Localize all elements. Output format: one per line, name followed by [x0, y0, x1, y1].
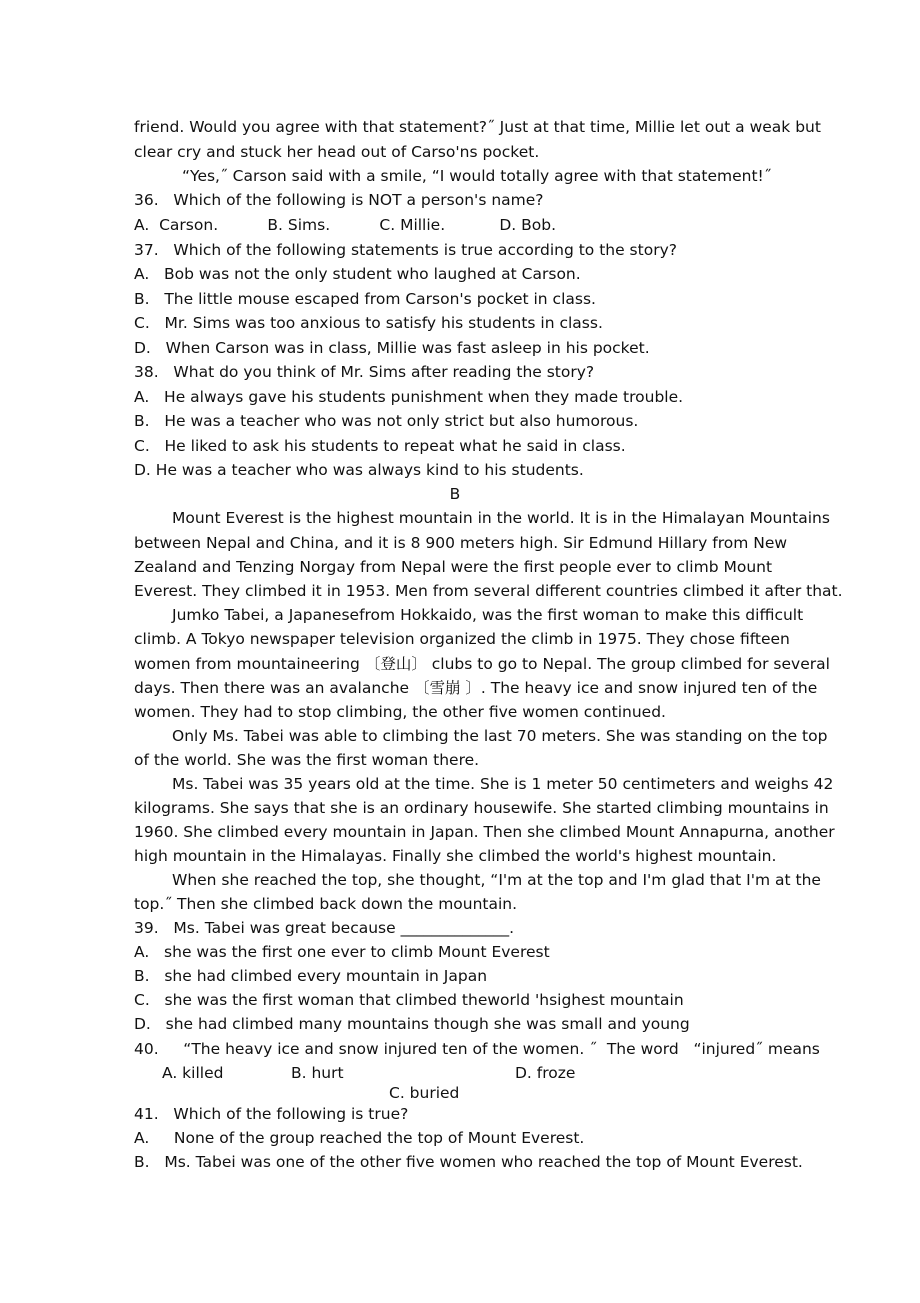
question-37-option-d: D. When Carson was in class, Millie was fast asleep in his pocket.: [134, 339, 650, 357]
question-40-option-c: C. buried: [389, 1084, 460, 1102]
question-39-option-d: D. she had climbed many mountains though she was small and young: [134, 1015, 690, 1033]
passage-b-line: of the world. She was the first woman there.: [134, 751, 480, 769]
question-38-option-a: A. He always gave his students punishment when they made trouble.: [134, 388, 684, 406]
passage-b-line: kilograms. She says that she is an ordinary housewife. She started climbing mountains in: [134, 799, 829, 817]
question-38-option-d: D. He was a teacher who was always kind to his students.: [134, 461, 584, 479]
passage-b-line: 1960. She climbed every mountain in Japan. Then she climbed Mount Annapurna, another: [134, 823, 835, 841]
question-41-option-b: B. Ms. Tabei was one of the other five women who reached the top of Mount Everest.: [134, 1153, 803, 1171]
passage-a-line: clear cry and stuck her head out of Carso'ns pocket.: [134, 143, 540, 161]
question-39-option-a: A. she was the first one ever to climb Mount Everest: [134, 943, 550, 961]
passage-b-line: days. Then there was an avalanche 〔雪崩 〕. The heavy ice and snow injured ten of the: [134, 679, 818, 697]
passage-b-line: Jumko Tabei, a Japanesefrom Hokkaido, was the first woman to make this difficult: [172, 606, 804, 624]
question-37-option-b: B. The little mouse escaped from Carson's pocket in class.: [134, 290, 596, 308]
passage-b-line: women. They had to stop climbing, the other five women continued.: [134, 703, 666, 721]
passage-b-line: Zealand and Tenzing Norgay from Nepal were the first people ever to climb Mount: [134, 558, 773, 576]
passage-b-line: When she reached the top, she thought, “I'm at the top and I'm glad that I'm at the: [172, 871, 821, 889]
question-41-option-a: A. None of the group reached the top of Mount Everest.: [134, 1129, 585, 1147]
question-36-options: A. Carson. B. Sims. C. Millie. D. Bob.: [134, 216, 556, 234]
question-38-option-c: C. He liked to ask his students to repeat what he said in class.: [134, 437, 626, 455]
question-39-option-c: C. she was the first woman that climbed theworld 'hsighest mountain: [134, 991, 684, 1009]
question-39-stem: 39. Ms. Tabei was great because ______________.: [134, 919, 515, 937]
question-37-option-c: C. Mr. Sims was too anxious to satisfy his students in class.: [134, 314, 603, 332]
section-b-heading: B: [449, 485, 461, 503]
question-40-stem: 40. “The heavy ice and snow injured ten of the women. ˝ The word “injured˝ means: [134, 1040, 820, 1058]
question-41-stem: 41. Which of the following is true?: [134, 1105, 409, 1123]
question-40-option-b: B. hurt: [291, 1064, 344, 1082]
passage-a-line: “Yes,˝ Carson said with a smile, “I would totally agree with that statement!˝: [182, 167, 772, 185]
passage-b-line: climb. A Tokyo newspaper television organized the climb in 1975. They chose fifteen: [134, 630, 790, 648]
passage-b-line: top.˝ Then she climbed back down the mountain.: [134, 895, 518, 913]
passage-b-line: between Nepal and China, and it is 8 900 meters high. Sir Edmund Hillary from New: [134, 534, 788, 552]
question-38-option-b: B. He was a teacher who was not only strict but also humorous.: [134, 412, 639, 430]
question-38-stem: 38. What do you think of Mr. Sims after reading the story?: [134, 363, 595, 381]
passage-b-line: women from mountaineering 〔登山〕 clubs to go to Nepal. The group climbed for several: [134, 655, 830, 673]
passage-a-line: friend. Would you agree with that statement?˝ Just at that time, Millie let out a weak but: [134, 118, 821, 136]
passage-b-line: Mount Everest is the highest mountain in the world. It is in the Himalayan Mountains: [172, 509, 830, 527]
passage-b-line: Everest. They climbed it in 1953. Men from several different countries climbed it after that.: [134, 582, 843, 600]
question-40-option-a: A. killed: [162, 1064, 224, 1082]
passage-b-line: high mountain in the Himalayas. Finally she climbed the world's highest mountain.: [134, 847, 777, 865]
question-37-option-a: A. Bob was not the only student who laughed at Carson.: [134, 265, 581, 283]
question-37-stem: 37. Which of the following statements is true according to the story?: [134, 241, 677, 259]
question-40-option-d: D. froze: [515, 1064, 576, 1082]
question-36-stem: 36. Which of the following is NOT a person's name?: [134, 191, 544, 209]
passage-b-line: Only Ms. Tabei was able to climbing the last 70 meters. She was standing on the top: [172, 727, 828, 745]
question-39-option-b: B. she had climbed every mountain in Japan: [134, 967, 488, 985]
passage-b-line: Ms. Tabei was 35 years old at the time. She is 1 meter 50 centimeters and weighs 42: [172, 775, 834, 793]
